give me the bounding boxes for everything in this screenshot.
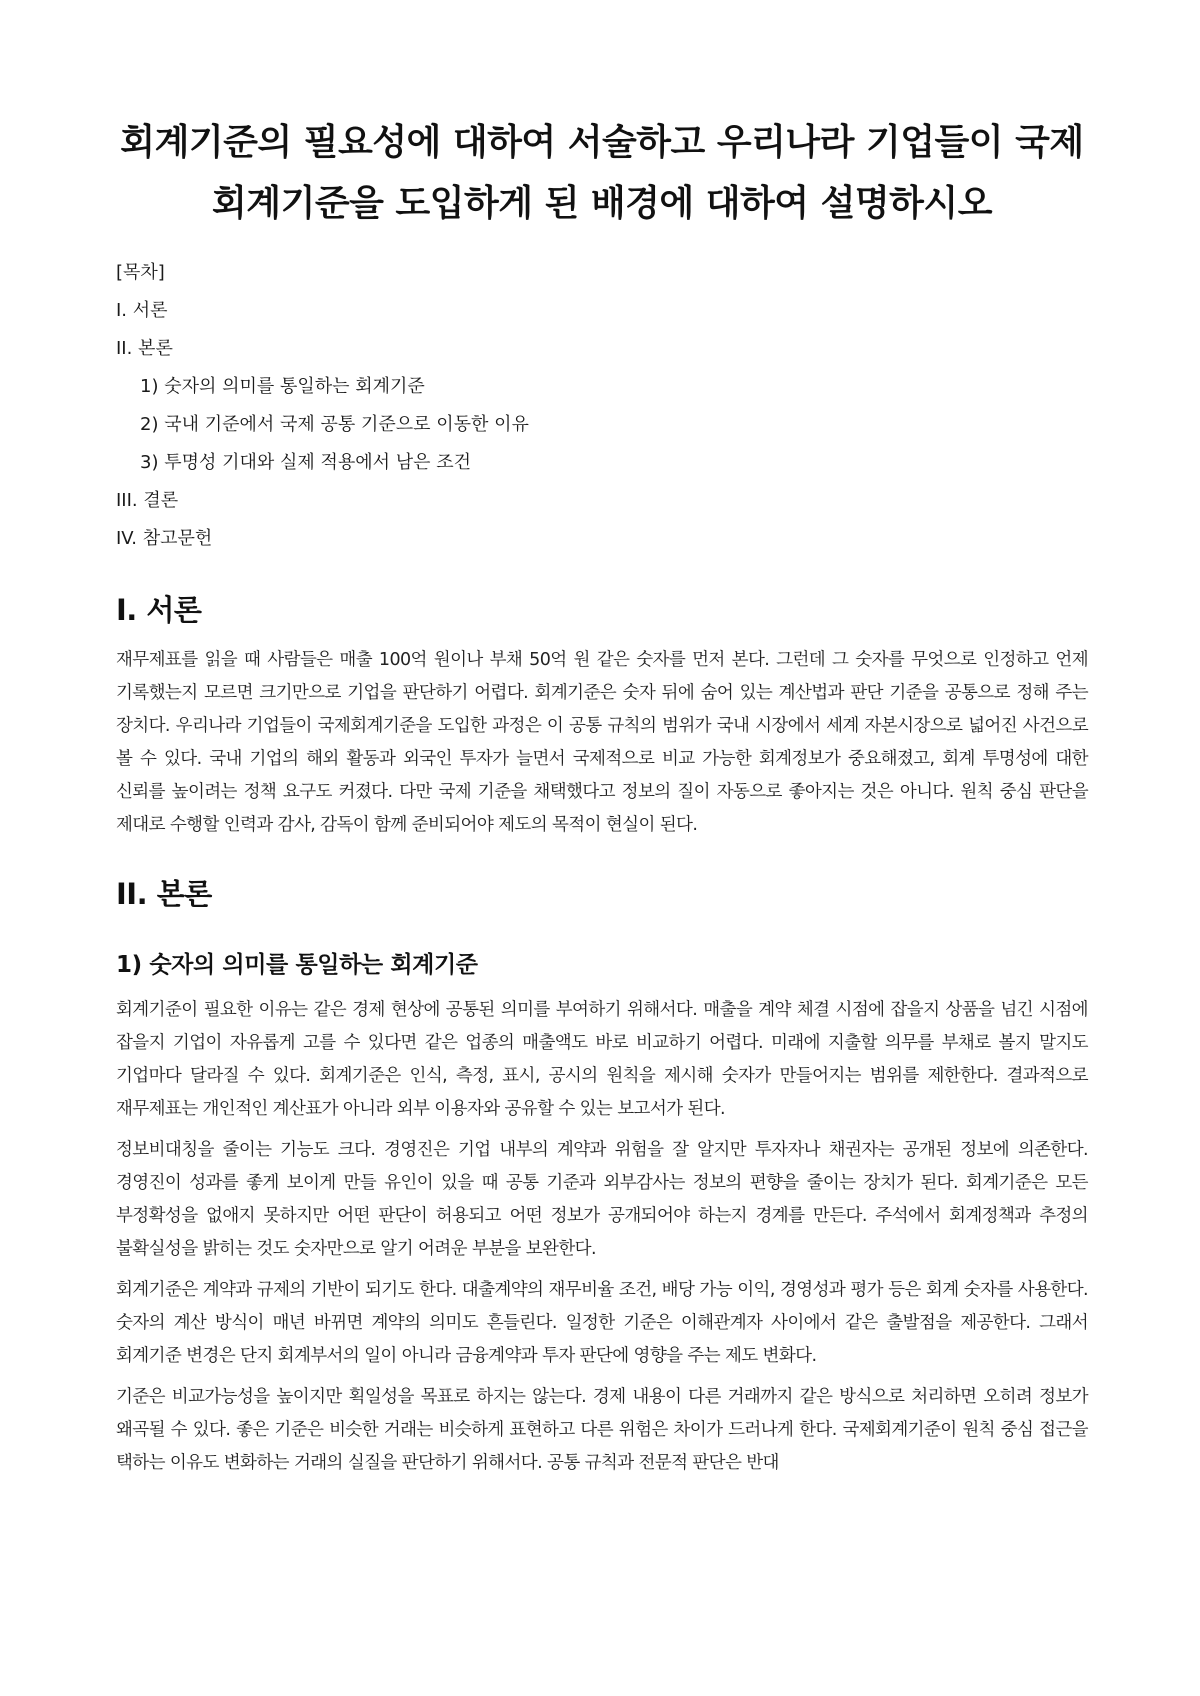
subsection-heading-1: 1) 숫자의 의미를 통일하는 회계기준 [116,952,478,978]
toc-item-references: IV. 참고문헌 [116,528,213,549]
body-paragraph: 회계기준은 계약과 규제의 기반이 되기도 한다. 대출계약의 재무비율 조건, 배당 가능 이익, 경영성과 평가 등은 회계 숫자를 사용한다. 숫자의 계산 방식이 매년 바뀌면 계약의 의미도 흔들린다. 일정한 기준은 이해관계자 사이에서 같은 출발점을 제공한다. 그래서 회계기준 변경은 단지 회계부서의 일이 아니라 금융계약과 투자 판단에 영향을 주는 제도 변화다. [116,1280,1088,1366]
document-title: 회계기준의 필요성에 대하여 서술하고 우리나라 기업들이 국제회계기준을 도입하게 된 배경에 대하여 설명하시오 [120,122,1084,224]
body-paragraph: 회계기준이 필요한 이유는 같은 경제 현상에 공통된 의미를 부여하기 위해서다. 매출을 계약 체결 시점에 잡을지 상품을 넘긴 시점에 잡을지 기업이 자유롭게 고를 수 있다면 같은 업종의 매출액도 바로 비교하기 어렵다. 미래에 지출할 의무를 부채로 볼지 말지도 기업마다 달라질 수 있다. 회계기준은 인식, 측정, 표시, 공시의 원칙을 제시해 숫자가 만들어지는 범위를 제한한다. 결과적으로 재무제표는 개인적인 계산표가 아니라 외부 이용자와 공유할 수 있는 보고서가 된다. [116,1000,1088,1119]
toc-item-intro: I. 서론 [116,300,168,321]
toc-heading: [목차] [116,262,165,283]
section-heading-body: II. 본론 [116,877,212,911]
toc-item-body: II. 본론 [116,338,173,359]
body-paragraph: 기준은 비교가능성을 높이지만 획일성을 목표로 하지는 않는다. 경제 내용이 다른 거래까지 같은 방식으로 처리하면 오히려 정보가 왜곡될 수 있다. 좋은 기준은 비슷한 거래는 비슷하게 표현하고 다른 위험은 차이가 드러나게 한다. 국제회계기준이 원칙 중심 접근을 택하는 이유도 변화하는 거래의 실질을 판단하기 위해서다. 공통 규칙과 전문적 판단은 반대 [116,1387,1088,1473]
toc-item-conclusion: III. 결론 [116,490,179,511]
body-paragraph: 정보비대칭을 줄이는 기능도 크다. 경영진은 기업 내부의 계약과 위험을 잘 알지만 투자자나 채권자는 공개된 정보에 의존한다. 경영진이 성과를 좋게 보이게 만들 유인이 있을 때 공통 기준과 외부감사는 정보의 편향을 줄이는 장치가 된다. 회계기준은 모든 부정확성을 없애지 못하지만 어떤 판단이 허용되고 어떤 정보가 공개되어야 하는지 경계를 만든다. 주석에서 회계정책과 추정의 불확실성을 밝히는 것도 숫자만으로 알기 어려운 부분을 보완한다. [116,1140,1088,1259]
table-of-contents [116,254,1088,558]
toc-item-body-3: 3) 투명성 기대와 실제 적용에서 남은 조건 [140,452,472,473]
section-heading-intro: I. 서론 [116,593,202,627]
toc-item-body-2: 2) 국내 기준에서 국제 공통 기준으로 이동한 이유 [140,414,529,435]
intro-paragraph: 재무제표를 읽을 때 사람들은 매출 100억 원이나 부채 50억 원 같은 숫자를 먼저 본다. 그런데 그 숫자를 무엇으로 인정하고 언제 기록했는지 모르면 크기만으로 기업을 판단하기 어렵다. 회계기준은 숫자 뒤에 숨어 있는 계산법과 판단 기준을 공통으로 정해 주는 장치다. 우리나라 기업들이 국제회계기준을 도입한 과정은 이 공통 규칙의 범위가 국내 시장에서 세계 자본시장으로 넓어진 사건으로 볼 수 있다. 국내 기업의 해외 활동과 외국인 투자가 늘면서 국제적으로 비교 가능한 회계정보가 중요해졌고, 회계 투명성에 대한 신뢰를 높이려는 정책 요구도 커졌다. 다만 국제 기준을 채택했다고 정보의 질이 자동으로 좋아지는 것은 아니다. 원칙 중심 판단을 제대로 수행할 인력과 감사, 감독이 함께 준비되어야 제도의 목적이 현실이 된다. [116,650,1088,835]
toc-item-body-1: 1) 숫자의 의미를 통일하는 회계기준 [140,376,425,397]
